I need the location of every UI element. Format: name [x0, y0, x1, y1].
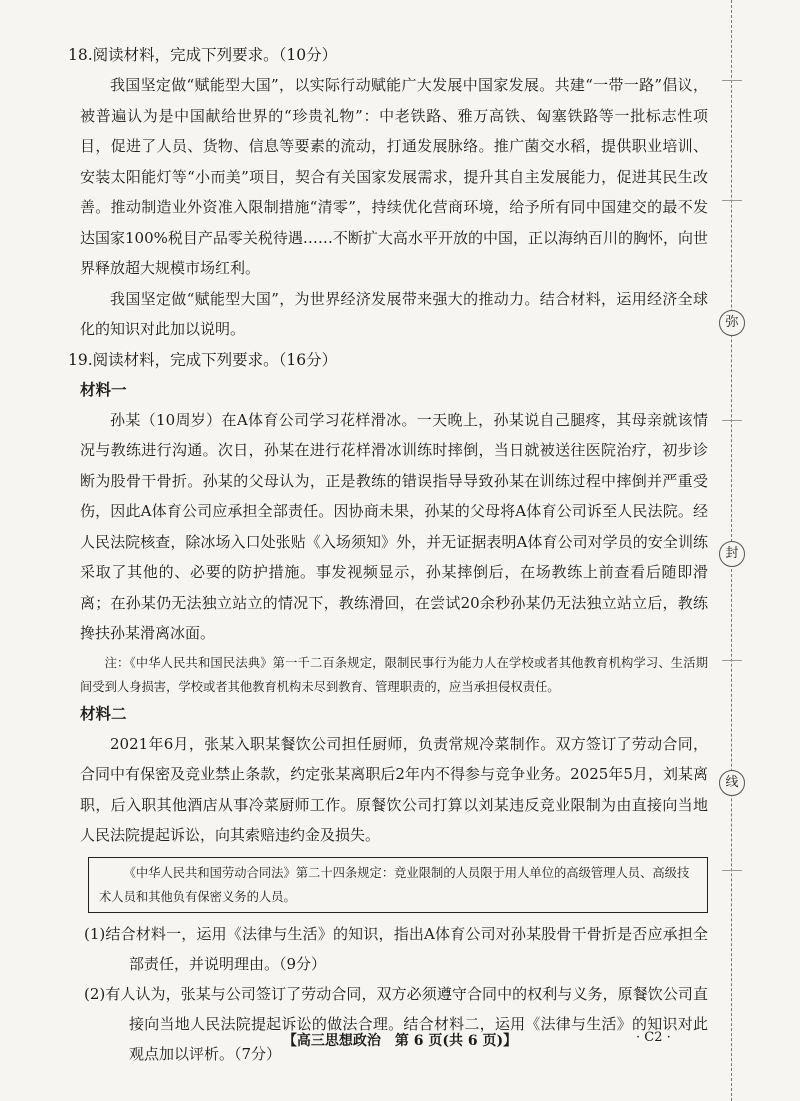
question-19: [68, 345, 708, 1069]
material-2-text: 2021年6月，张某入职某餐饮公司担任厨师，负责常规冷菜制作。双方签订了劳动合同，合同中有保密及竞业禁止条款，约定张某离职后2年内不得参与竞争业务。2025年5月，刘某离职，后入职其他酒店从事冷菜厨师工作。原餐饮公司打算以刘某违反竞业限制为由直接向当地人民法院提起诉讼，向其索赔违约金及损失。: [80, 734, 708, 844]
q18-question: 我国坚定做“赋能型大国”，为世界经济发展带来强大的推动力。结合材料，运用经济全球化的知识对此加以说明。: [80, 289, 708, 338]
material-2-note-box: [88, 857, 708, 913]
binding-tick: [722, 660, 742, 661]
binding-tick: [722, 200, 742, 201]
q19-sub-question-1: (1)结合材料一，运用《法律与生活》的知识，指出A体育公司对孙某股骨干骨折是否应承担全部责任，并说明理由。（9分）: [84, 924, 708, 973]
q19-sub-question-2: (2)有人认为，张某与公司签订了劳动合同，双方必须遵守合同中的权利与义务，原餐饮公司直接向当地人民法院提起诉讼的做法合理。结合材料二，运用《法律与生活》的知识对此观点加以评析。（7分）: [84, 984, 708, 1063]
material-2-title: 材料二: [80, 703, 127, 723]
seal-mi: 弥: [719, 310, 745, 336]
binding-tick: [722, 80, 742, 81]
paper-code: · C2 ·: [636, 1030, 671, 1045]
material-1-note: 注：《中华人民共和国民法典》第一千二百条规定，限制民事行为能力人在学校或者其他教育机构学习、生活期间受到人身损害，学校或者其他教育机构未尽到教育、管理职责的，应当承担侵权责任。: [80, 655, 708, 694]
seal-xian: 线: [719, 770, 745, 796]
q18-title: 18.阅读材料，完成下列要求。（10分）: [68, 46, 338, 64]
page-footer: 【高三思想政治 第 6 页(共 6 页)】: [282, 1033, 518, 1049]
question-18: [68, 40, 708, 345]
q19-title: 19.阅读材料，完成下列要求。（16分）: [68, 350, 338, 369]
q18-material: 我国坚定做“赋能型大国”，以实际行动赋能广大发展中国家发展。共建“一带一路”倡议，被普遍认为是中国献给世界的“珍贵礼物”：中老铁路、雅万高铁、匈塞铁路等一批标志性项目，促进了人员、货物、信息等要素的流动，打通发展脉络。推广菌交水稻，提供职业培训、安装太阳能灯等“小而美”项目，契合有关国家发展需求，提升其自主发展能力，促进其民生改善。推动制造业外资准入限制措施“清零”，持续优化营商环境，给予所有同中国建交的最不发达国家100%税目产品零关税待遇……不断扩大高水平开放的中国，正以海纳百川的胸怀，向世界释放超大规模市场红利。: [80, 76, 708, 277]
material-1-text: 孙某（10周岁）在A体育公司学习花样滑冰。一天晚上，孙某说自己腿疼，其母亲就该情况与教练进行沟通。次日，孙某在进行花样滑冰训练时摔倒，当日就被送往医院治疗，初步诊断为股骨干骨折。孙某的父母认为，正是教练的错误指导导致孙某在训练过程中摔倒并严重受伤，因此A体育公司应承担全部责任。因协商未果，孙某的父母将A体育公司诉至人民法院。经人民法院核查，除冰场入口处张贴《入场须知》外，并无证据表明A体育公司对学员的安全训练采取了其他的、必要的防护措施。事发视频显示，孙某摔倒后，在场教练上前查看后随即滑离；在孙某仍无法独立站立的情况下，教练滑回，在尝试20余秒孙某仍无法独立站立后，教练搀扶孙某滑离冰面。: [80, 410, 708, 642]
exam-content: [68, 40, 708, 1069]
seal-feng: 封: [719, 541, 745, 567]
binding-tick: [722, 870, 742, 871]
binding-tick: [722, 420, 742, 421]
material-1-title: 材料一: [80, 379, 127, 399]
material-2-note: 《中华人民共和国劳动合同法》第二十四条规定：竞业限制的人员限于用人单位的高级管理人员、高级技术人员和其他负有保密义务的人员。: [99, 865, 690, 904]
